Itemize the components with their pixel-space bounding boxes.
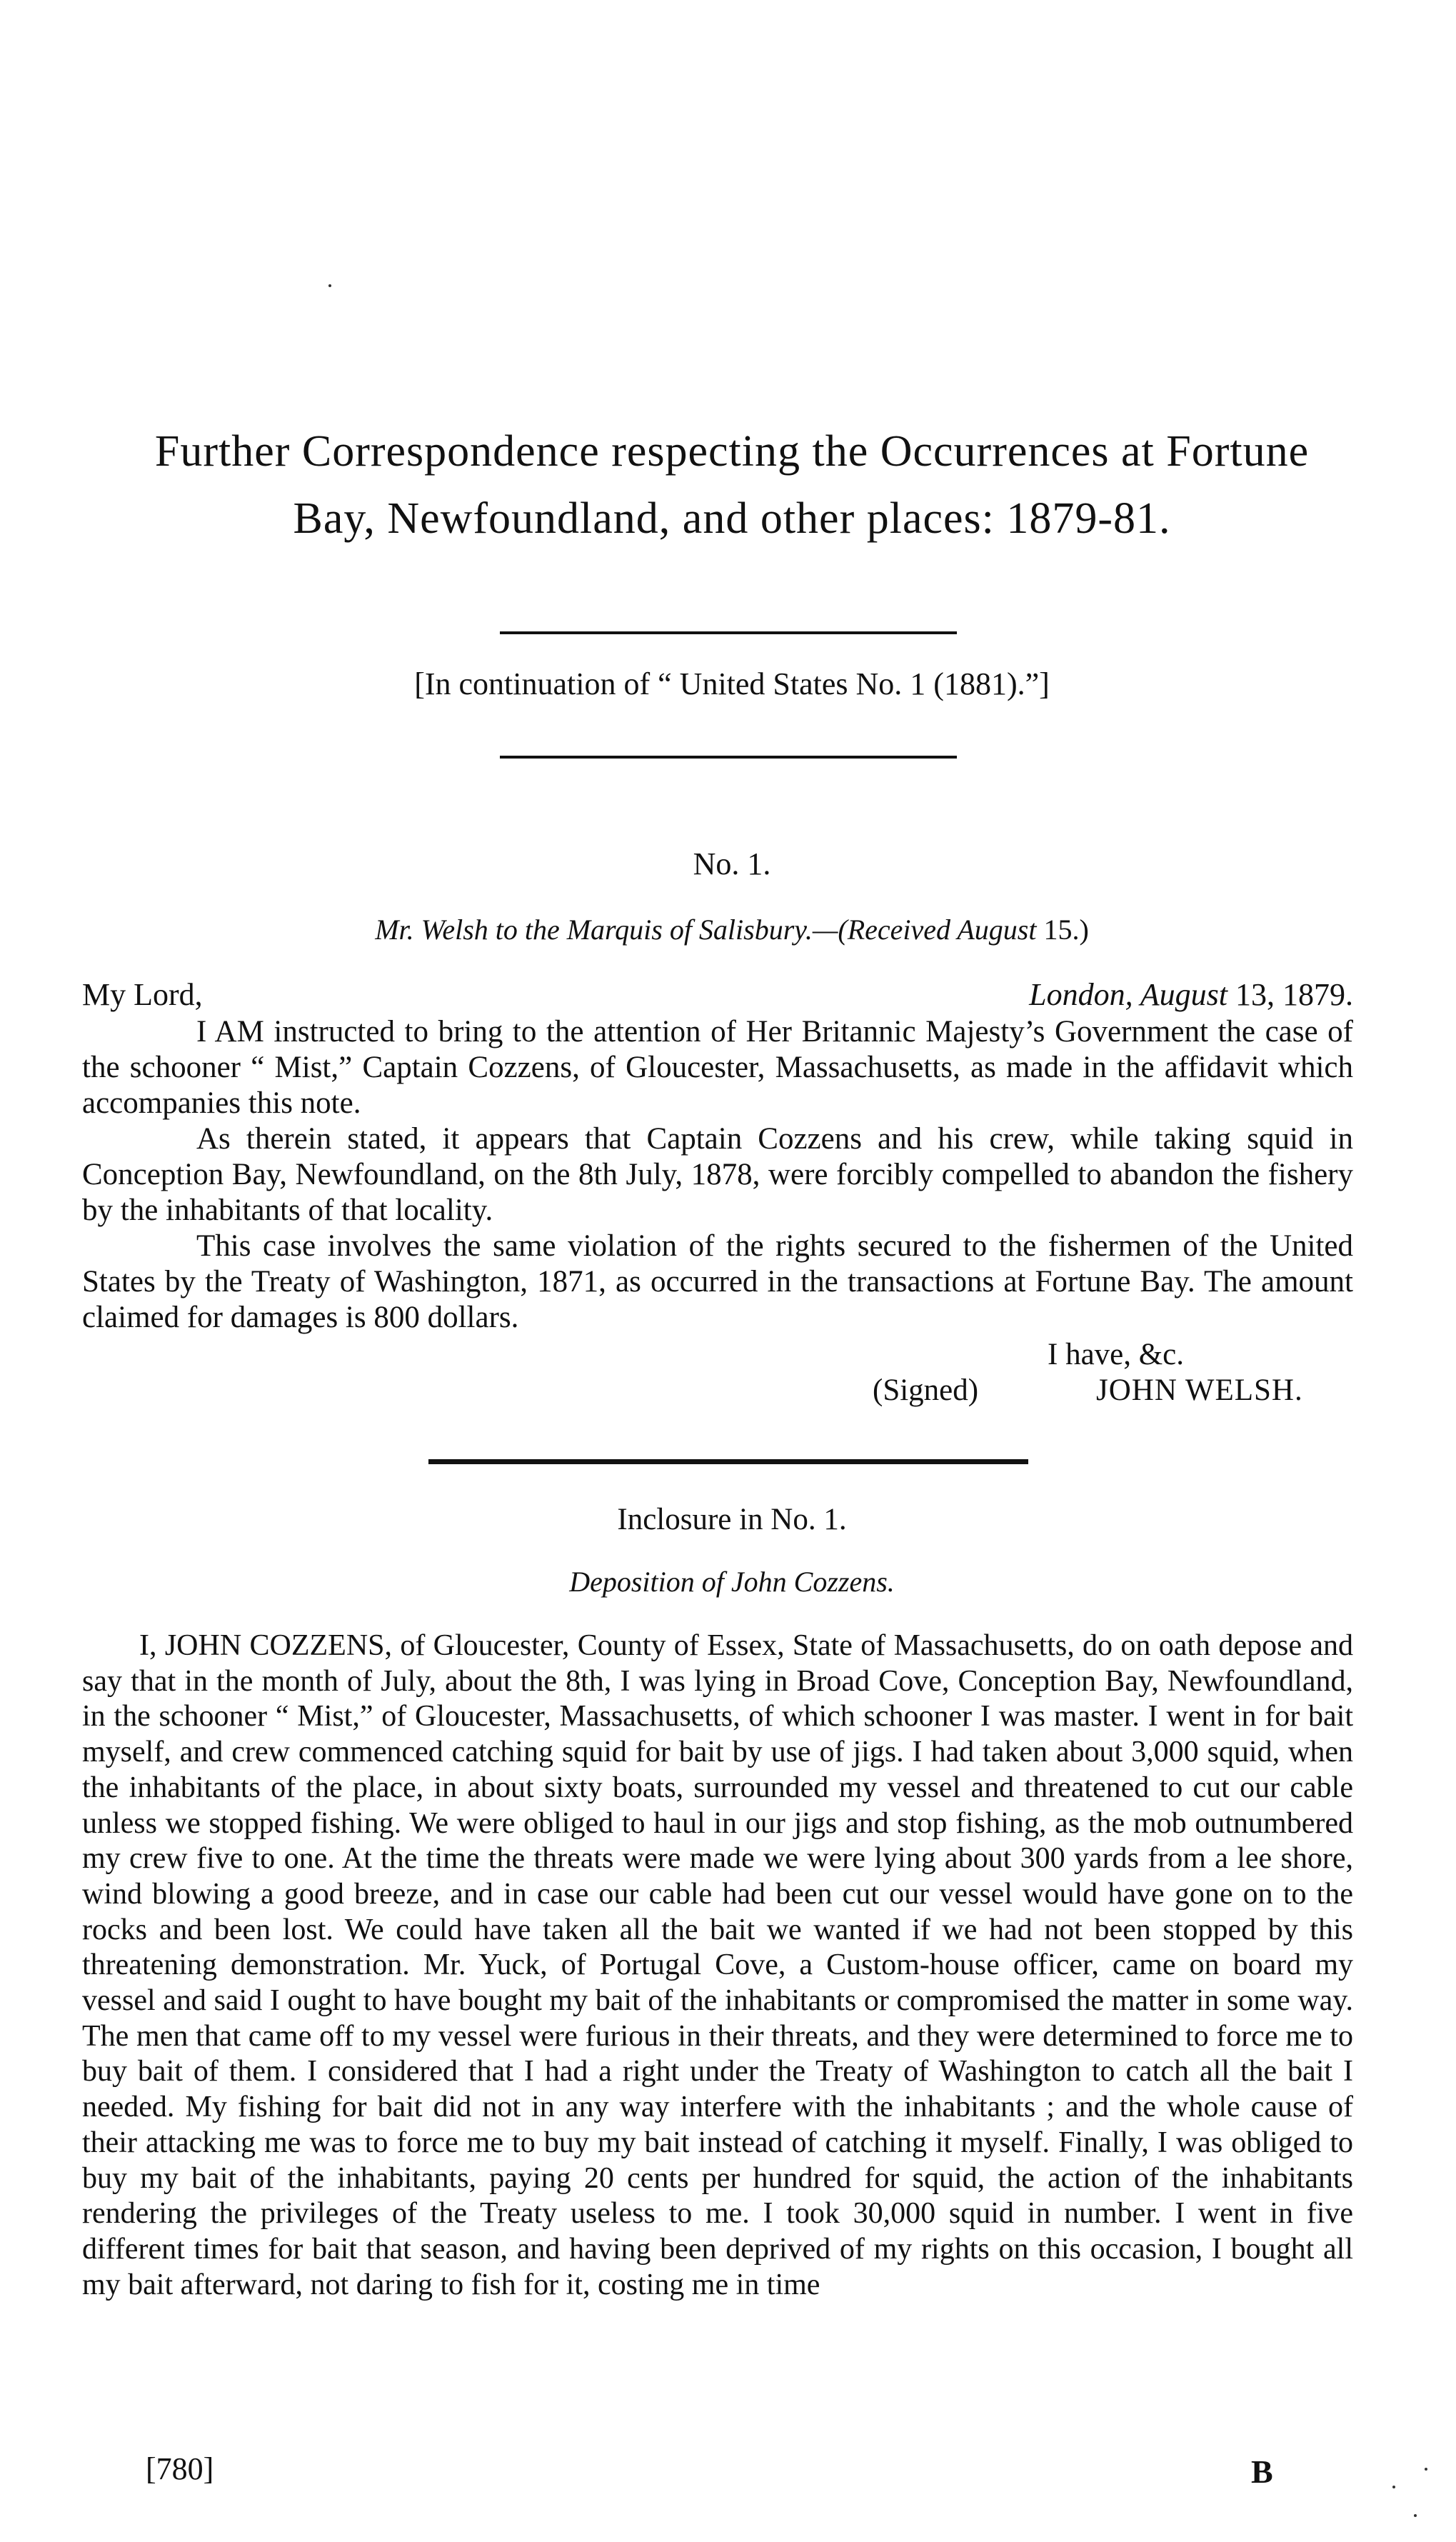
deposition-body	[82, 1628, 1353, 2303]
scan-speck	[1425, 2468, 1427, 2471]
deposition-paragraph: I, JOHN COZZENS, of Gloucester, County of Essex, State of Massachusetts, do on oath depose and say that in the month of July, about the 8th, I was lying in Broad Cove, Conception Bay, Newfoundland, in the schooner “ Mist,” of Gloucester, Massachusetts, of which schooner I was master. I went in for bait myself, and crew commenced catching squid for bait by use of jigs. I had taken about 3,000 squid, when the inhabitants of the place, in about sixty boats, surrounded my vessel and threatened to cut our cable unless we stopped fishing. We were obliged to haul in our jigs and stop fishing, as the mob outnumbered my crew five to one. At the time the threats were made we were lying about 300 yards from a lee shore, wind blowing a good breeze, and in case our cable had been cut our vessel would have gone on to the rocks and been lost. We could have taken all the bait we wanted if we had not been stopped by this threatening demonstration. Mr. Yuck, of Portugal Cove, a Custom-house officer, came on board my vessel and said I ought to have bought my bait of the inhabitants or compromised the matter in some way. The men that came off to my vessel were furious in their threats, and they were determined to force me to buy bait of them. I considered that I had a right under the Treaty of Washington to catch all the bait I needed. My fishing for bait did not in any way interfere with the inhabitants ; and the whole cause of their attacking me was to force me to buy my bait instead of catching it myself. Finally, I was obliged to buy my bait of the inhabitants, paying 20 cents per hundred for squid, the action of the inhabitants rendering the privileges of the Treaty useless to me. I took 30,000 squid in number. I went in five different times for bait that season, and having been deprived of my rights on this occasion, I bought all my bait afterward, not daring to fish for it, costing me in time	[82, 1629, 1353, 2301]
scan-speck	[1414, 2514, 1417, 2517]
no1-subheading-text: Mr. Welsh to the Marquis of Salisbury.—(Received August	[375, 914, 1037, 946]
dateline-place: London, August	[1029, 977, 1227, 1012]
signed-label: (Signed)	[873, 1373, 979, 1407]
inclosure-heading: Inclosure in No. 1.	[617, 1503, 847, 1536]
scan-speck	[1392, 2486, 1395, 2488]
signatory-name: JOHN WELSH.	[1096, 1373, 1303, 1407]
letter-closing: I have, &c.	[1048, 1338, 1185, 1371]
letter-paragraph-3: This case involves the same violation of the rights secured to the fishermen of the United States by the Treaty of Washington, 1871, as occurred in the transactions at Fortune Bay. The amount claimed for damages is 800 dollars.	[82, 1229, 1353, 1334]
salutation: My Lord,	[82, 977, 203, 1012]
title-line-2: Bay, Newfoundland, and other places: 1879-81.	[293, 494, 1171, 543]
scan-speck	[328, 284, 331, 287]
section-rule	[428, 1459, 1028, 1464]
letter-paragraph-1: I AM instructed to bring to the attention of Her Britannic Majesty’s Government the case of the schooner “ Mist,” Captain Cozzens, of Gloucester, Massachusetts, as made in the affidavit which accompanies this note.	[82, 1015, 1353, 1120]
signature-mark: B	[1251, 2453, 1273, 2490]
no1-subheading	[79, 910, 1385, 950]
letter-paragraph-2: As therein stated, it appears that Captain Cozzens and his crew, while taking squid in Conception Bay, Newfoundland, on the 8th July, 1878, were forcibly compelled to abandon the fishery by the inhabitants of that locality.	[82, 1122, 1353, 1227]
letter-body	[82, 1014, 1353, 1336]
title-line-1: Further Correspondence respecting the Occurrences at Fortune	[154, 427, 1310, 476]
dateline-date: 13, 1879.	[1235, 977, 1353, 1012]
inclosure-subheading: Deposition of John Cozzens.	[569, 1566, 895, 1598]
no1-heading: No. 1.	[693, 846, 771, 881]
document-title	[79, 418, 1385, 552]
page-code: [780]	[146, 2451, 214, 2486]
no1-subheading-day: 15.)	[1043, 914, 1089, 946]
continuation-note: [In continuation of “ United States No. 1 (1881).”]	[414, 666, 1050, 701]
title-rule	[500, 631, 957, 634]
dateline	[1029, 977, 1353, 1013]
continuation-rule	[500, 756, 957, 759]
